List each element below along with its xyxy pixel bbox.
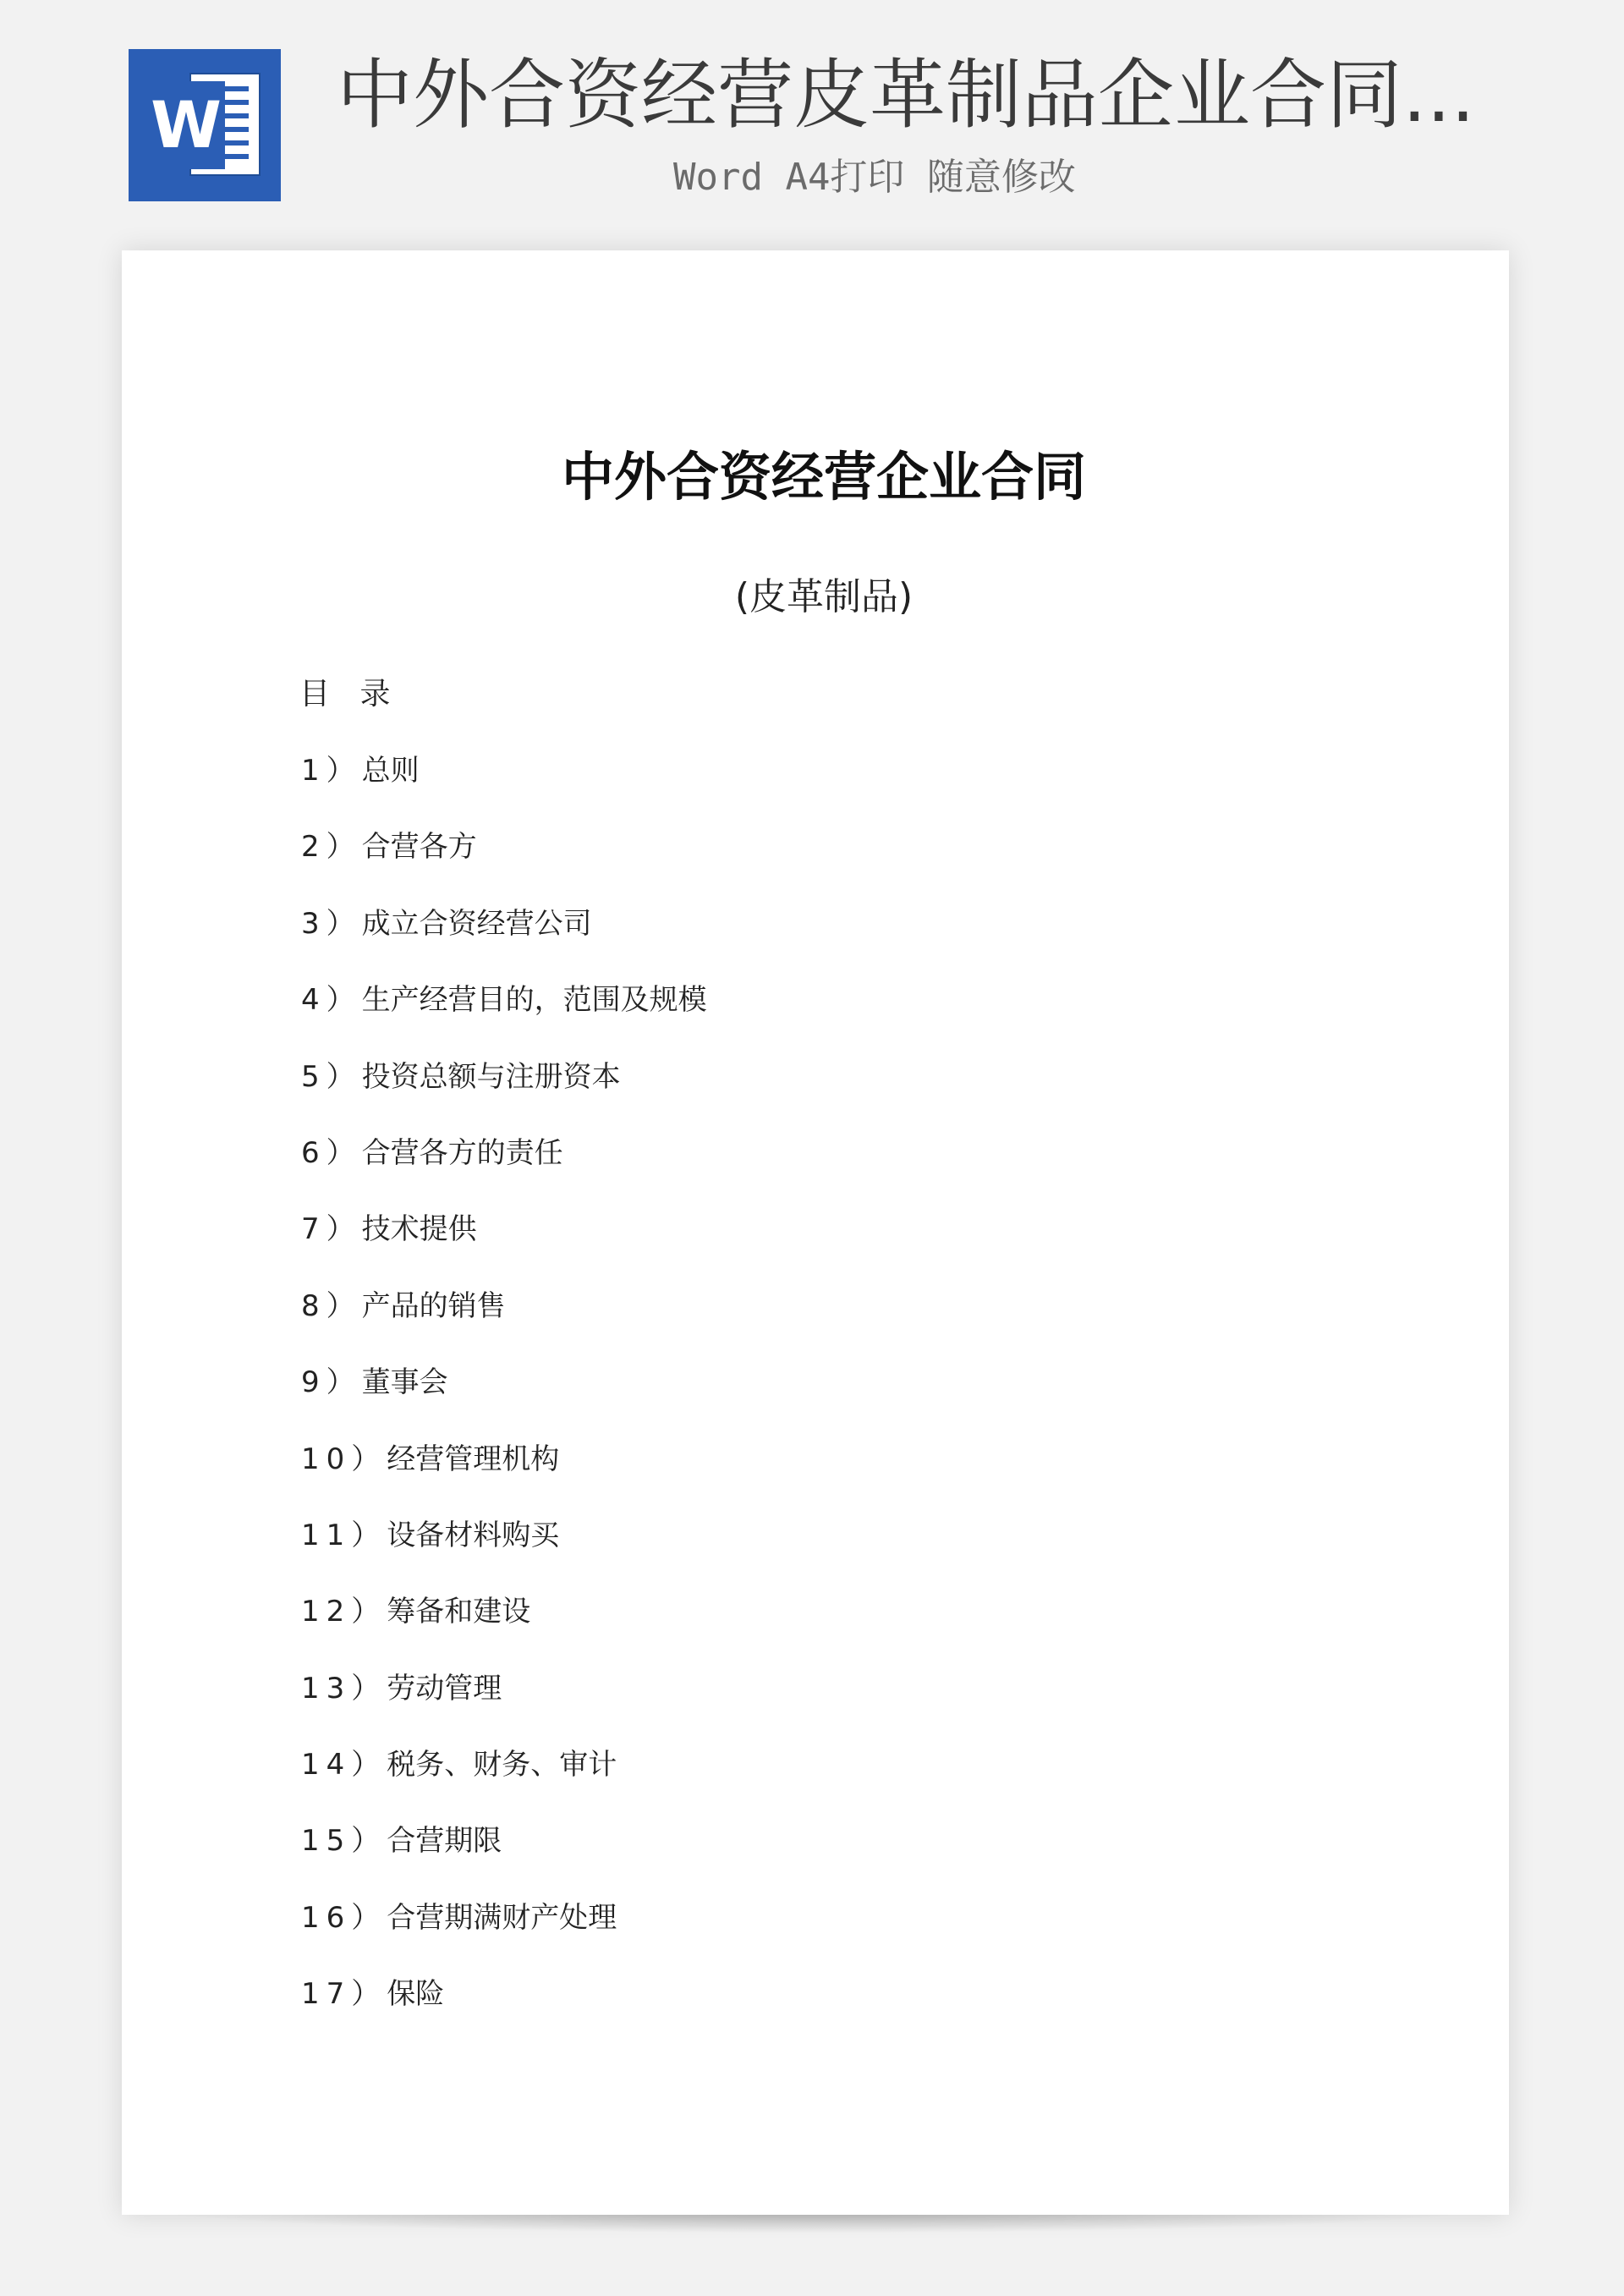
toc-item-number: 15） <box>301 1824 387 1859</box>
toc-item-label: 投资总额与注册资本 <box>361 1059 621 1094</box>
toc-item <box>301 1438 707 1514</box>
toc-item-label: 合营期满财产处理 <box>387 1900 617 1935</box>
toc-item-label: 成立合资经营公司 <box>361 906 592 941</box>
toc-item <box>301 1973 707 2049</box>
toc-item-label: 董事会 <box>361 1365 448 1400</box>
toc-heading: 目 录 <box>299 677 401 711</box>
toc-item-label: 经营管理机构 <box>387 1442 560 1476</box>
toc-item <box>301 1897 707 1973</box>
word-document-icon <box>129 49 281 201</box>
toc-item-number: 9） <box>301 1365 362 1400</box>
toc-item-number: 16） <box>301 1900 387 1935</box>
toc-item-label: 技术提供 <box>361 1212 477 1247</box>
toc-item-number: 13） <box>301 1671 387 1706</box>
document-page <box>122 250 1509 2215</box>
toc-item-number: 6） <box>301 1135 362 1170</box>
toc-item <box>301 979 707 1055</box>
toc-item <box>301 1285 707 1361</box>
toc-item-label: 税务、财务、审计 <box>387 1748 617 1782</box>
table-of-contents <box>301 750 707 2050</box>
toc-item-number: 2） <box>301 830 362 865</box>
document-title: 中外合资经营企业合同 <box>561 446 1086 508</box>
toc-item-label: 合营期限 <box>387 1824 502 1859</box>
toc-item <box>301 1132 707 1208</box>
toc-item-number: 1） <box>301 754 362 788</box>
toc-item <box>301 750 707 826</box>
toc-item <box>301 1361 707 1437</box>
toc-item-number: 14） <box>301 1748 387 1782</box>
toc-item-number: 10） <box>301 1442 387 1476</box>
toc-item-label: 保险 <box>387 1977 445 2012</box>
word-letter-badge: W <box>147 81 225 169</box>
toc-item-number: 7） <box>301 1212 362 1247</box>
toc-item-number: 11） <box>301 1518 387 1552</box>
toc-item <box>301 1820 707 1896</box>
header-title: 中外合资经营皮革制品企业合同... <box>337 51 1475 140</box>
toc-item-label: 总则 <box>361 754 420 788</box>
toc-item <box>301 1744 707 1820</box>
toc-item <box>301 903 707 979</box>
header-subtitle: Word A4打印 随意修改 <box>673 156 1076 199</box>
toc-item-number: 8） <box>301 1288 362 1323</box>
toc-item-label: 生产经营目的，范围及规模 <box>361 983 707 1018</box>
toc-item-number: 4） <box>301 983 362 1018</box>
toc-item <box>301 826 707 902</box>
toc-item-number: 12） <box>301 1595 387 1629</box>
toc-item-label: 设备材料购买 <box>387 1518 560 1552</box>
toc-item-label: 合营各方的责任 <box>361 1135 563 1170</box>
toc-item-label: 劳动管理 <box>387 1671 502 1706</box>
toc-item-label: 产品的销售 <box>361 1288 506 1323</box>
toc-item-label: 筹备和建设 <box>387 1595 531 1629</box>
document-subtitle: (皮革制品) <box>734 575 914 618</box>
toc-item <box>301 1056 707 1132</box>
page-header <box>0 0 1624 228</box>
toc-item-label: 合营各方 <box>361 830 477 865</box>
toc-item <box>301 1590 707 1667</box>
toc-item <box>301 1667 707 1744</box>
toc-item <box>301 1514 707 1590</box>
toc-item-number: 3） <box>301 906 362 941</box>
toc-item-number: 5） <box>301 1059 362 1094</box>
toc-item-number: 17） <box>301 1977 387 2012</box>
toc-item <box>301 1208 707 1284</box>
